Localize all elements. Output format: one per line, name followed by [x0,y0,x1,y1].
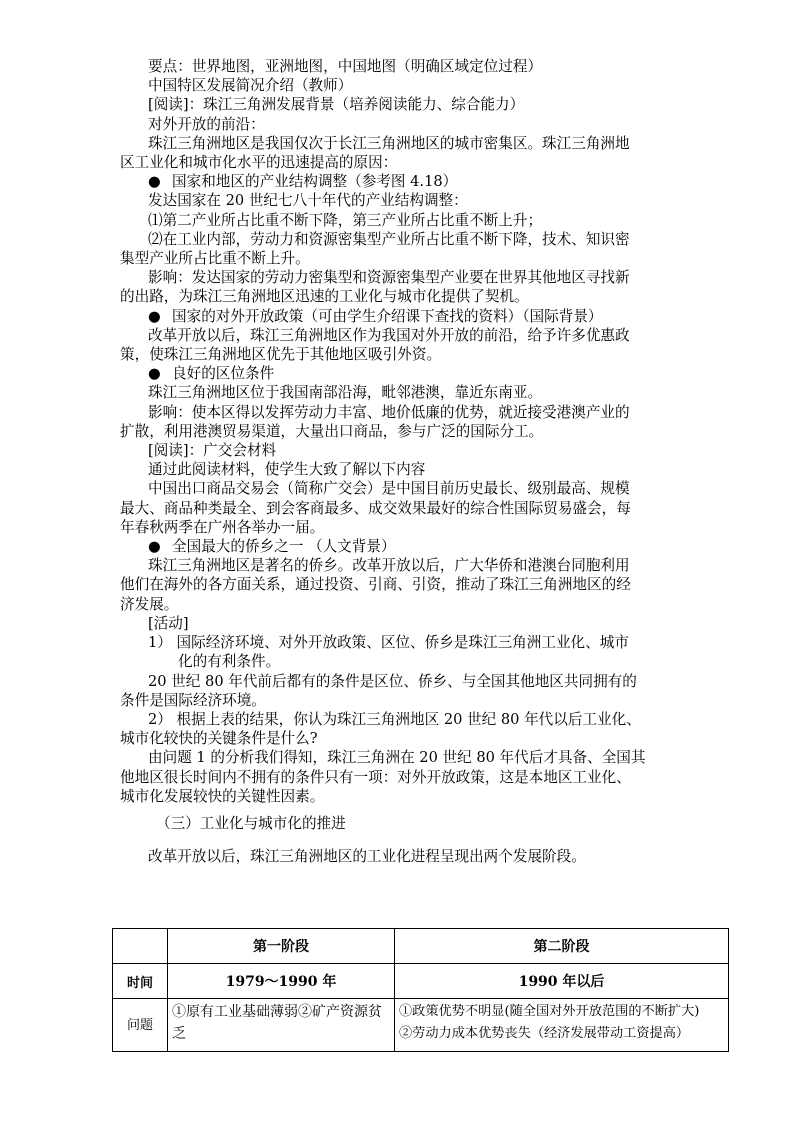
cell-text: ②劳动力成本优势丧失（经济发展带动工资提高） [399,1026,690,1041]
text-line: 化的有利条件。 [178,653,281,671]
table-cell [395,999,729,1052]
section-heading: （三）工业化与城市化的推进 [156,814,346,832]
table-header-cell: 第二阶段 [395,929,729,964]
table-cell: 1979～1990 年 [168,964,395,999]
activity-heading: [活动] [148,614,189,632]
text-line: 珠江三角洲地区是我国仅次于长江三角洲地区的城市密集区。珠江三角洲地 [148,134,630,152]
text-line: 改革开放以后，珠江三角洲地区的工业化进程呈现出两个发展阶段。 [148,848,586,866]
cell-text: 乏 [172,1026,186,1042]
text-line: 通过此阅读材料，使学生大致了解以下内容 [148,461,426,479]
bullet-icon: ● [148,538,161,556]
bullet-item: ● 全国最大的侨乡之一 （人文背景） [148,538,396,556]
text-line: 扩散，利用港澳贸易渠道，大量出口商品，参与广泛的国际分工。 [120,422,544,440]
text-line: 济发展。 [120,595,179,613]
stages-table [112,928,729,1052]
bullet-item: ● 良好的区位条件 [148,365,275,383]
text-line: 城市化发展较快的关键性因素。 [120,787,325,805]
text-line: 他地区很长时间内不拥有的条件只有一项：对外开放政策，这是本地区工业化、 [120,768,631,786]
text-line: 策，使珠江三角洲地区优先于其他地区吸引外资。 [120,346,442,364]
text-line: 中国特区发展简况介绍（教师） [148,77,353,95]
question-1: 1） 国际经济环境、对外开放政策、区位、侨乡是珠江三角洲工业化、城市 [148,634,629,652]
cell-text: ①政策优势不明显(随全国对外开放范围的不断扩大) [399,1004,700,1019]
text-line: 的出路，为珠江三角洲地区迅速的工业化与城市化提供了契机。 [120,288,529,306]
bullet-icon: ● [148,307,161,325]
text-line: 20 世纪 80 年代前后都有的条件是区位、侨乡、与全国其他地区共同拥有的 [148,672,637,690]
text-line: 年春秋两季在广州各举办一届。 [120,518,325,536]
table-header-cell: 第一阶段 [168,929,395,964]
bullet-item: ● 国家的对外开放政策（可由学生介绍课下查找的资料）（国际背景） [148,307,603,325]
reading-heading: [阅读]：珠江三角洲发展背景（培养阅读能力、综合能力） [148,96,525,114]
text-line: 影响：发达国家的劳动力密集型和资源密集型产业要在世界其他地区寻找新 [148,269,630,287]
table-cell: 1990 年以后 [395,964,729,999]
text-line: 影响：使本区得以发挥劳动力丰富、地价低廉的优势，就近接受港澳产业的 [148,403,630,421]
text-line: 中国出口商品交易会（简称广交会）是中国目前历史最长、级别最高、规模 [148,480,630,498]
text-line: 要点：世界地图，亚洲地图，中国地图（明确区域定位过程） [148,58,543,75]
table-cell [168,999,395,1052]
text-line: ⑴第二产业所占比重不断下降，第三产业所占比重不断上升； [148,211,543,229]
text-line: 珠江三角洲地区位于我国南部沿海，毗邻港澳，靠近东南亚。 [148,384,543,402]
question-2: 2） 根据上表的结果，你认为珠江三角洲地区 20 世纪 80 年代以后工业化、 [148,710,641,728]
text-line: 对外开放的前沿： [148,115,265,133]
text-line: 改革开放以后，珠江三角洲地区作为我国对外开放的前沿，给予许多优惠政 [148,326,630,344]
cell-text: ①原有工业基础薄弱②矿产资源贫 [172,1004,382,1020]
row-label: 时间 [113,964,168,999]
text-line: 最大、商品种类最全、到会客商最多、成交效果最好的综合性国际贸易盛会，每 [120,499,631,517]
table-header-row [113,929,729,964]
text-line: 他们在海外的各方面关系，通过投资、引商、引资，推动了珠江三角洲地区的经 [120,576,631,594]
table-row [113,964,729,999]
bullet-item: ● 国家和地区的产业结构调整（参考图 4.18） [148,173,458,191]
document-body [120,57,705,866]
text-line: 由问题 1 的分析我们得知，珠江三角洲在 20 世纪 80 年代后才具备、全国其 [148,749,646,767]
text-line: 区工业化和城市化水平的迅速提高的原因： [120,154,398,172]
text-line: 集型产业所占比重不断上升。 [120,250,310,268]
reading-heading: [阅读]：广交会材料 [148,442,277,460]
text-line: ⑵在工业内部，劳动力和资源密集型产业所占比重不断下降，技术、知识密 [148,230,630,248]
bullet-icon: ● [148,365,161,383]
bullet-icon: ● [148,173,161,191]
row-label: 问题 [113,999,168,1052]
text-line: 条件是国际经济环境。 [120,691,266,709]
table-row [113,999,729,1052]
text-line: 发达国家在 20 世纪七八十年代的产业结构调整： [148,192,468,210]
table-cell [113,929,168,964]
text-line: 珠江三角洲地区是著名的侨乡。改革开放以后，广大华侨和港澳台同胞利用 [148,557,630,575]
text-line: 城市化较快的关键条件是什么? [120,730,318,748]
